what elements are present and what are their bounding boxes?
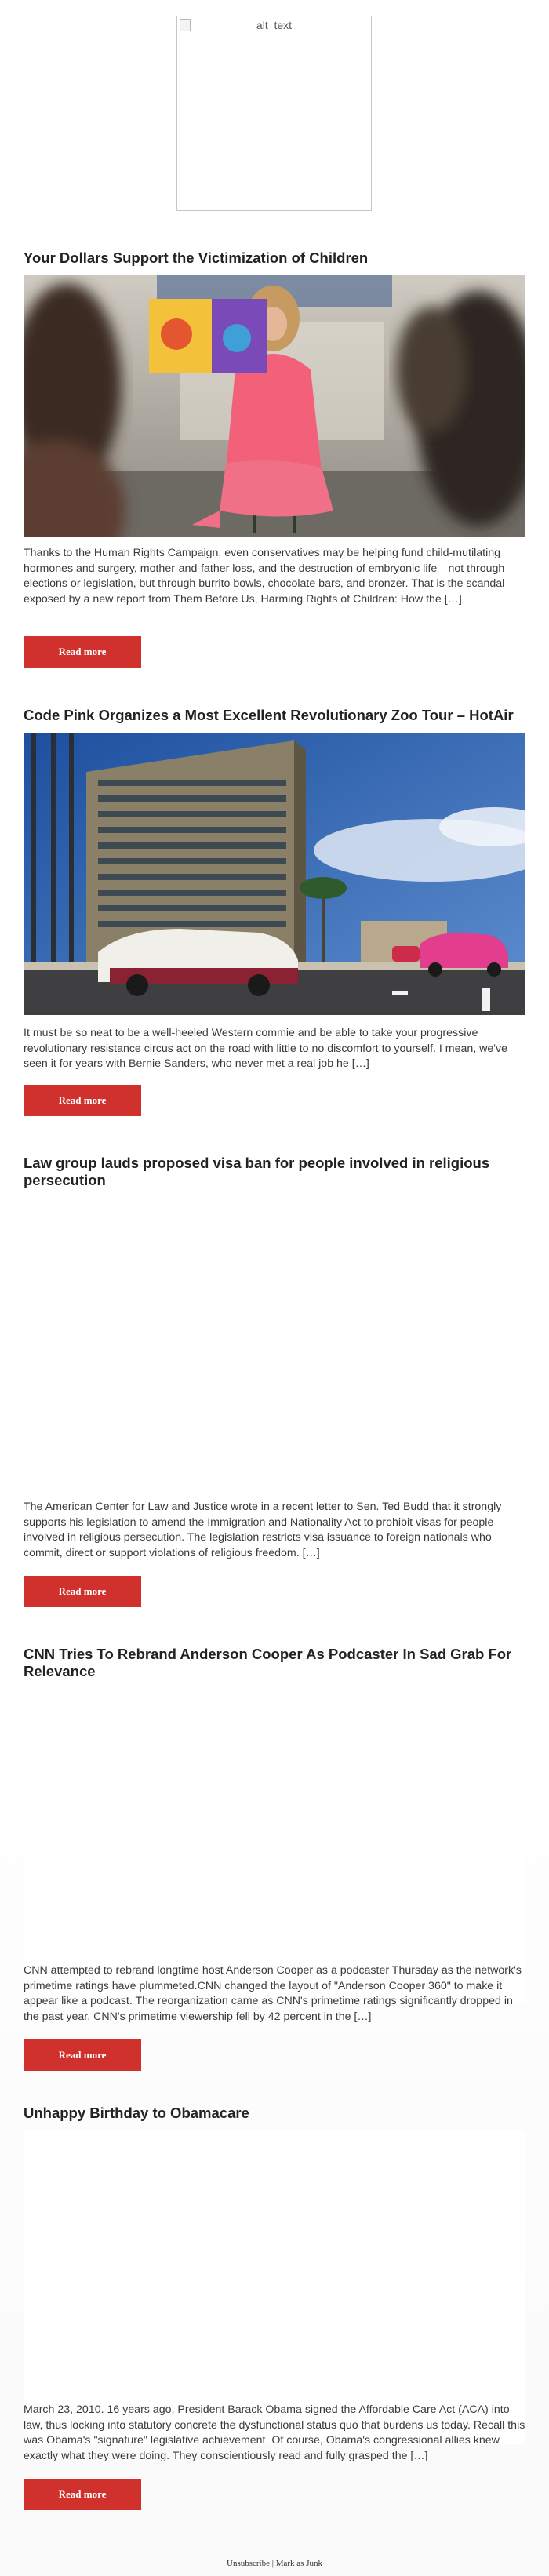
header-logo-image[interactable] bbox=[176, 16, 372, 211]
article-card-5 bbox=[24, 2105, 525, 2500]
logo-alt-text: alt_text bbox=[256, 19, 293, 31]
article-excerpt-4: CNN attempted to rebrand longtime host Anderson Cooper as a podcaster Thursday as the network's primetime ratings have plummeted.CNN changed the layout of "Anderson Cooper 360" to make it appear like a podcast. The reorganization came as CNN's primetime ratings significantly dropped in the past year. CNN's primetime viewership fell by 42 percent in the […] bbox=[24, 1964, 522, 2023]
article-excerpt-2: It must be so neat to be a well-heeled Western commie and be able to take your progressive revolutionary resistance circus act on the road with little to no discomfort to yourself. I mean, we've seen it for years with Bernie Sanders, who never met a real job he […] bbox=[24, 1027, 507, 1071]
article-title-3[interactable]: Law group lauds proposed visa ban for people involved in religious persecution bbox=[24, 1155, 490, 1188]
read-more-button-5[interactable]: Read more bbox=[24, 2479, 141, 2510]
article-title-5[interactable]: Unhappy Birthday to Obamacare bbox=[24, 2105, 249, 2121]
read-more-button-4[interactable]: Read more bbox=[24, 2039, 141, 2071]
article-excerpt-5: March 23, 2010. 16 years ago, President Barack Obama signed the Affordable Care Act (ACA) into law, thus locking into statutory concrete the dysfunctional status quo that burdens us today. Recall this was Obama's "signature" legislative achievement. Of course, Obama's congressional allies knew exactly what they were doing. They conscientiously read and fully grasped the […] bbox=[24, 2403, 525, 2462]
footer bbox=[0, 2559, 549, 2568]
article-image-3[interactable] bbox=[24, 1199, 525, 1512]
article-title-4[interactable]: CNN Tries To Rebrand Anderson Cooper As Podcaster In Sad Grab For Relevance bbox=[24, 1646, 512, 1679]
havana-street-photo bbox=[24, 733, 525, 1015]
article-image-1[interactable] bbox=[24, 275, 525, 537]
read-more-button-2[interactable]: Read more bbox=[24, 1085, 141, 1116]
read-more-button-1[interactable]: Read more bbox=[24, 636, 141, 668]
article-card-2 bbox=[24, 707, 525, 1106]
read-more-button-3[interactable]: Read more bbox=[24, 1576, 141, 1607]
article-excerpt-1: Thanks to the Human Rights Campaign, even conservatives may be helping fund child-mutilating hormones and surgery, mother-and-father loss, and the destruction of embryonic life—not through elections or legislation, but through burrito bowls, chocolate bars, and bronzer. That is the scandal exposed by a new report from Them Before Us, Harming Rights of Children: How the […] bbox=[24, 547, 505, 606]
mark-as-junk-link[interactable]: Mark as Junk bbox=[275, 2559, 322, 2568]
article-card-1 bbox=[24, 249, 525, 657]
article-card-3 bbox=[24, 1155, 525, 1597]
storytime-photo bbox=[24, 275, 525, 537]
article-title-1[interactable]: Your Dollars Support the Victimization of Children bbox=[24, 249, 369, 266]
article-image-2[interactable] bbox=[24, 733, 525, 1015]
article-image-4[interactable] bbox=[24, 1690, 525, 2003]
article-title-2[interactable]: Code Pink Organizes a Most Excellent Revolutionary Zoo Tour – HotAir bbox=[24, 707, 514, 723]
footer-separator: | bbox=[270, 2559, 276, 2568]
article-image-5[interactable] bbox=[24, 2130, 525, 2444]
unsubscribe-link[interactable]: Unsubscribe bbox=[227, 2559, 270, 2568]
article-excerpt-3: The American Center for Law and Justice wrote in a recent letter to Sen. Ted Budd that it strongly supports his legislation to amend the Immigration and Nationality Act to prohibit visas for people involved in religious persecution. The legislation restricts visa issuance to foreign nationals who commit, direct or support violations of religious freedom. […] bbox=[24, 1501, 502, 1559]
article-card-4 bbox=[24, 1646, 525, 2061]
